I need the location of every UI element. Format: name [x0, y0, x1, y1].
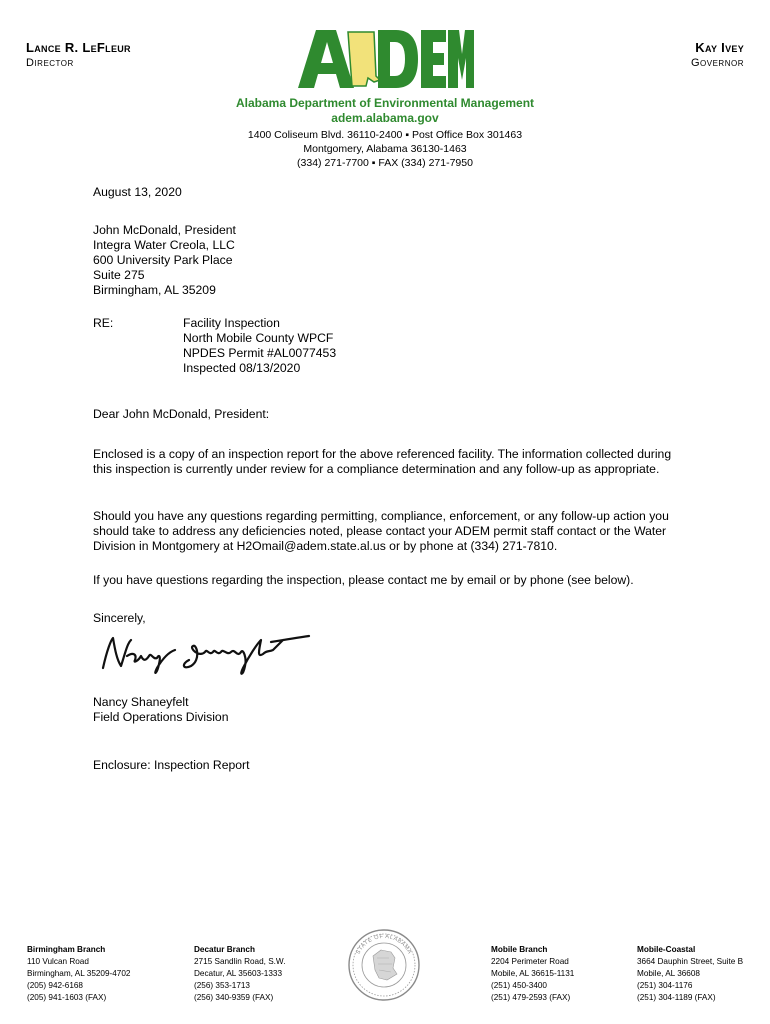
svg-text:STATE OF ALABAMA: STATE OF ALABAMA — [355, 933, 413, 956]
director-name: Lance R. LeFleur — [26, 40, 131, 55]
branch-line: Mobile, AL 36615-1131 — [491, 969, 575, 978]
enclosure: Enclosure: Inspection Report — [93, 758, 250, 772]
governor-block — [691, 40, 744, 70]
re-line: Inspected 08/13/2020 — [183, 361, 301, 375]
branch-line: 110 Vulcan Road — [27, 957, 89, 966]
re-line: North Mobile County WPCF — [183, 331, 334, 345]
closing: Sincerely, — [93, 611, 146, 625]
address-line-2: Montgomery, Alabama 36130-1463 — [303, 143, 467, 155]
branch-line: 2715 Sandlin Road, S.W. — [194, 957, 286, 966]
agency-website: adem.alabama.gov — [331, 111, 439, 125]
branch-line: (256) 340-9359 (FAX) — [194, 993, 274, 1002]
recipient-line: Suite 275 — [93, 268, 145, 282]
paragraph-text: Enclosed is a copy of an inspection report for the above referenced facility. The information collected during this inspection is currently under review for a compliance determination and any follow-up as appropriate. — [93, 447, 672, 476]
state-seal — [347, 928, 421, 1002]
body-paragraph-3 — [93, 573, 683, 588]
branch-name: Birmingham Branch — [27, 945, 106, 954]
governor-title: Governor — [690, 57, 744, 69]
branch-line: 3664 Dauphin Street, Suite B — [637, 957, 744, 966]
footer-branch-decatur — [194, 944, 286, 1004]
branch-line: 2204 Perimeter Road — [491, 957, 569, 966]
governor-name: Kay Ivey — [695, 40, 744, 55]
signer-name: Nancy Shaneyfelt — [93, 695, 189, 709]
signer-block — [93, 695, 683, 725]
recipient-line: John McDonald, President — [93, 223, 236, 237]
branch-line: (205) 941-1603 (FAX) — [27, 993, 107, 1002]
paragraph-text: Should you have any questions regarding permitting, compliance, enforcement, or any follow-up action you should take to address any deficiencies noted, please contact your ADEM permit staff contact or the Water Division in Montgomery at H2Omail@adem.state.al.us or by phone at (334) 271-7810. — [93, 509, 669, 553]
recipient-line: Birmingham, AL 35209 — [93, 283, 216, 297]
paragraph-text: If you have questions regarding the inspection, please contact me by email or by phone (see below). — [93, 573, 634, 587]
branch-name: Decatur Branch — [194, 945, 255, 954]
branch-line: (251) 450-3400 — [491, 981, 547, 990]
footer-branch-mobile-coastal — [637, 944, 743, 1004]
branch-line: Decatur, AL 35603-1333 — [194, 969, 283, 978]
adem-logo — [296, 28, 476, 90]
branch-line: (256) 353-1713 — [194, 981, 250, 990]
signature — [97, 630, 317, 680]
director-block — [26, 40, 131, 70]
branch-line: (205) 942-6168 — [27, 981, 83, 990]
branch-line: (251) 304-1189 (FAX) — [637, 993, 716, 1002]
footer-branch-birmingham — [27, 944, 130, 1004]
body-paragraph-1 — [93, 447, 683, 477]
director-title: Director — [26, 57, 74, 69]
address-line-3: (334) 271-7700 ▪ FAX (334) 271-7950 — [297, 157, 473, 169]
agency-name: Alabama Department of Environmental Management — [235, 96, 535, 110]
letter-date: August 13, 2020 — [93, 185, 182, 199]
branch-line: (251) 304-1176 — [637, 981, 693, 990]
signer-division: Field Operations Division — [93, 710, 229, 724]
recipient-block — [93, 223, 683, 298]
branch-line: Mobile, AL 36608 — [637, 969, 700, 978]
body-paragraph-2 — [93, 509, 683, 554]
re-line: Facility Inspection — [183, 316, 280, 330]
recipient-line: Integra Water Creola, LLC — [93, 238, 235, 252]
branch-name: Mobile Branch — [491, 945, 548, 954]
branch-line: Birmingham, AL 35209-4702 — [27, 969, 131, 978]
recipient-line: 600 University Park Place — [93, 253, 233, 267]
address-line-1: 1400 Coliseum Blvd. 36110-2400 ▪ Post Office Box 301463 — [247, 129, 523, 141]
re-line: NPDES Permit #AL0077453 — [183, 346, 337, 360]
branch-line: (251) 479-2593 (FAX) — [491, 993, 571, 1002]
re-label: RE: — [93, 316, 114, 330]
branch-name: Mobile-Coastal — [637, 945, 696, 954]
footer-branch-mobile — [491, 944, 574, 1004]
re-block — [183, 316, 336, 376]
salutation: Dear John McDonald, President: — [93, 407, 270, 421]
